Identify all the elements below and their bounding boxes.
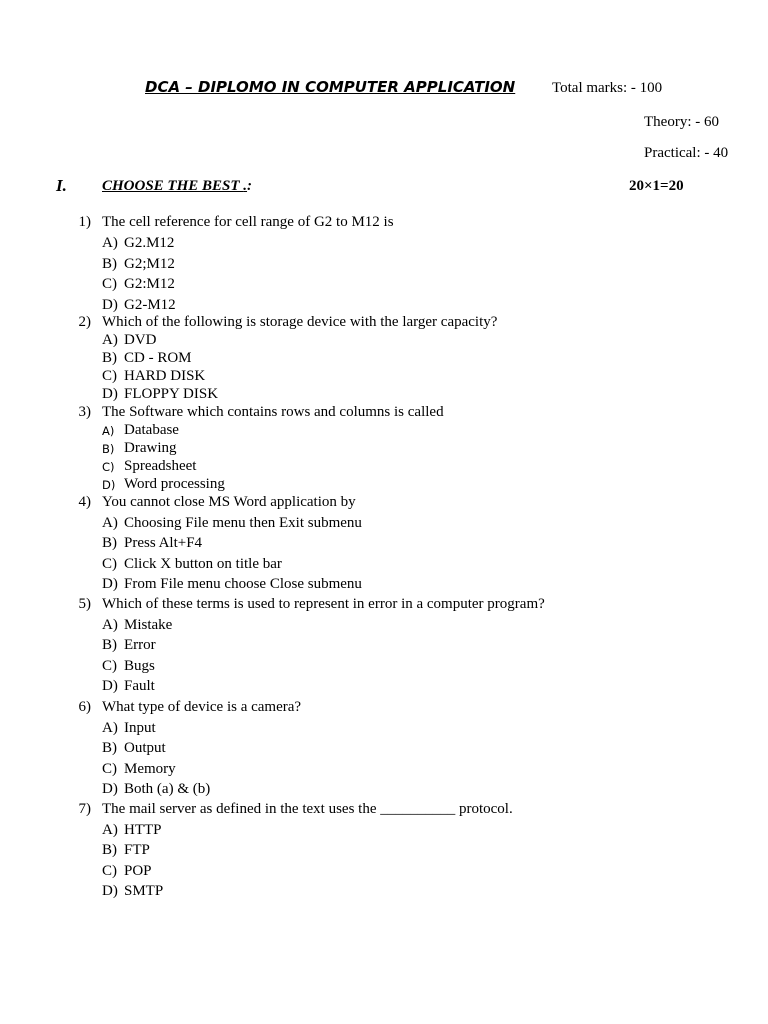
theory-marks: Theory: - 60 [644,114,719,130]
option-letter: D) [102,386,118,402]
option-text: Press Alt+F4 [124,535,203,551]
option-text: HARD DISK [124,368,206,384]
question-number: 1) [78,214,91,230]
option-letter: B) [102,637,117,653]
document-title: DCA – DIPLOMO IN COMPUTER APPLICATION [145,78,516,96]
option-letter: B) [102,256,117,272]
option-letter: D) [102,678,118,694]
option-text: Drawing [124,440,177,456]
question-text: Which of these terms is used to represent in error in a computer program? [102,596,545,612]
option-letter: A) [102,424,115,438]
option-letter: B) [102,442,115,456]
option-letter: C) [102,556,117,572]
section-marks: 20×1=20 [629,178,684,194]
option-text: DVD [124,332,157,348]
option-text: G2;M12 [124,256,175,272]
question-number: 5) [78,596,91,612]
option-text: Mistake [124,617,173,633]
option-text: SMTP [124,883,164,899]
section-number: I. [56,176,67,195]
question-number: 3) [78,404,91,420]
option-letter: A) [102,332,118,348]
option-letter: C) [102,658,117,674]
option-text: Fault [124,678,155,694]
option-letter: D) [102,576,118,592]
option-letter: D) [102,883,118,899]
option-letter: A) [102,617,118,633]
section-heading-colon: : [247,178,253,194]
section-heading-text: CHOOSE THE BEST . [102,178,248,194]
option-letter: C) [102,368,117,384]
question-number: 4) [78,494,91,510]
total-marks: Total marks: - 100 [552,80,663,96]
option-letter: A) [102,235,118,251]
option-letter: C) [102,863,117,879]
option-text: HTTP [124,822,162,838]
question-number: 6) [78,699,91,715]
question-number: 7) [78,801,91,817]
option-letter: A) [102,720,118,736]
option-text: Error [124,637,156,653]
option-text: Database [124,422,179,438]
question-text: You cannot close MS Word application by [102,494,356,510]
option-text: Word processing [124,476,225,492]
question-text: The cell reference for cell range of G2 to M12 is [102,214,394,230]
option-text: Bugs [124,658,155,674]
option-letter: D) [102,781,118,797]
option-letter: C) [102,761,117,777]
question-number: 2) [78,314,91,330]
question-text: The mail server as defined in the text uses the __________ protocol. [102,801,513,817]
option-text: From File menu choose Close submenu [124,576,362,592]
question-text: The Software which contains rows and columns is called [102,404,444,420]
option-letter: D) [102,478,116,492]
practical-marks: Practical: - 40 [644,145,729,161]
question-text: Which of the following is storage device with the larger capacity? [102,314,498,330]
option-letter: C) [102,460,115,474]
section-heading [102,178,252,195]
option-text: POP [124,863,152,879]
option-letter: A) [102,515,118,531]
option-text: Spreadsheet [124,458,197,474]
option-text: Output [124,740,166,756]
option-letter: B) [102,535,117,551]
option-letter: B) [102,350,117,366]
option-text: G2.M12 [124,235,175,251]
option-text: G2:M12 [124,276,175,292]
option-text: CD - ROM [124,350,192,366]
option-letter: B) [102,740,117,756]
option-text: FLOPPY DISK [124,386,219,402]
option-letter: C) [102,276,117,292]
option-letter: D) [102,297,118,313]
option-text: Memory [124,761,176,777]
option-text: Both (a) & (b) [124,781,211,797]
option-letter: A) [102,822,118,838]
option-text: Choosing File menu then Exit submenu [124,515,362,531]
question-text: What type of device is a camera? [102,699,302,715]
option-letter: B) [102,842,117,858]
option-text: FTP [124,842,150,858]
option-text: Input [124,720,156,736]
option-text: G2-M12 [124,297,176,313]
option-text: Click X button on title bar [124,556,282,572]
